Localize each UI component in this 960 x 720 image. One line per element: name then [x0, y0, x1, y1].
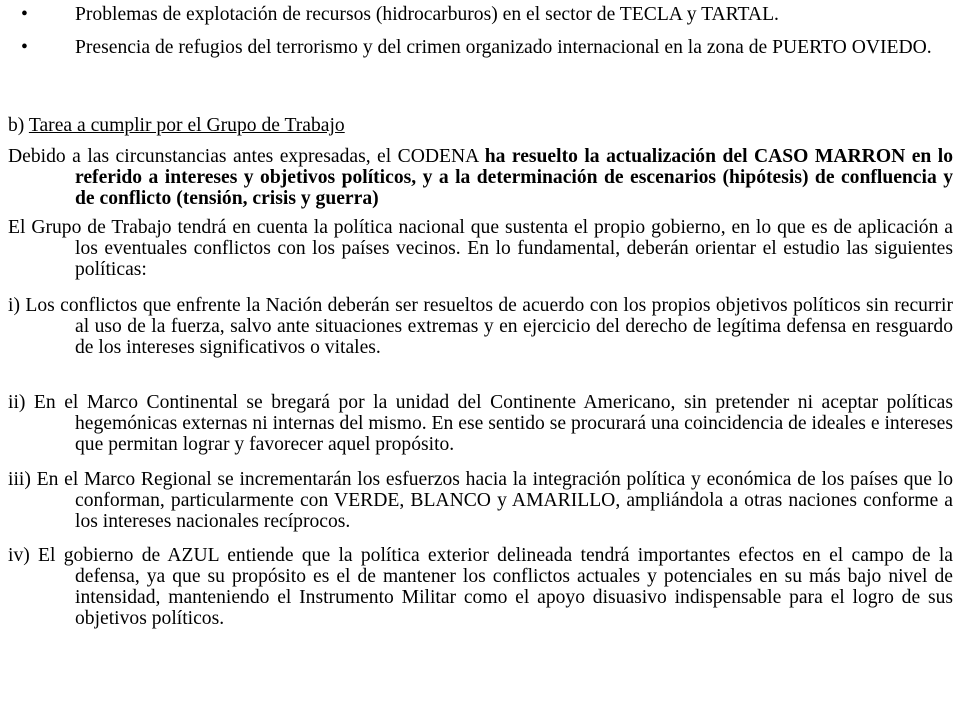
bullet-item-resources	[8, 4, 948, 25]
section-b-prefix: b)	[8, 115, 29, 136]
policy-iii: iii) En el Marco Regional se incrementarán los esfuerzos hacia la integración política y económica de los países que lo conforman, particularmente con VERDE, BLANCO y AMARILLO, ampliándola a otras naciones conforme a los intereses nacionales recíprocos.	[8, 469, 953, 532]
policy-i: i) Los conflictos que enfrente la Nación deberán ser resueltos de acuerdo con los propios objetivos políticos sin recurrir al uso de la fuerza, salvo ante situaciones extremas y en ejercicio del derecho de legítima defensa en resguardo de los intereses significativos o vitales.	[8, 295, 953, 358]
bullet-icon: •	[21, 37, 28, 58]
policy-ii: ii) En el Marco Continental se bregará por la unidad del Continente Americano, sin pretender ni aceptar políticas hegemónicas externas ni internas del mismo. En ese sentido se procurará una coincidencia de ideales e intereses que permitan lograr y favorecer aquel propósito.	[8, 392, 953, 455]
paragraph-grupo: El Grupo de Trabajo tendrá en cuenta la política nacional que sustenta el propio gobierno, en lo que es de aplicación a los eventuales conflictos con los países vecinos. En lo fundamental, deberán orientar el estudio las siguientes políticas:	[8, 217, 953, 280]
section-b-heading	[8, 115, 948, 136]
bullet-item-refuges	[8, 37, 948, 58]
section-b-title: Tarea a cumplir por el Grupo de Trabajo	[28, 115, 345, 136]
policy-iv: iv) El gobierno de AZUL entiende que la política exterior delineada tendrá importantes efectos en el campo de la defensa, ya que su propósito es el de mantener los conflictos actuales y potenciales en su más bajo nivel de intensidad, manteniendo el Instrumento Militar como el apoyo disuasivo indispensable para el logro de sus objetivos políticos.	[8, 545, 953, 629]
bullet-text: Presencia de refugios del terrorismo y del crimen organizado internacional en la zona de PUERTO OVIEDO.	[75, 37, 932, 58]
paragraph-debido-bold: ha resuelto la actualización del CASO MARRON en lo referido a intereses y objetivos políticos, y a la determinación de escenarios (hipótesis) de confluencia y de conflicto (tensión, crisis y guerra)	[75, 146, 953, 209]
bullet-icon: •	[21, 4, 28, 25]
bullet-text: Problemas de explotación de recursos (hidrocarburos) en el sector de TECLA y TARTAL.	[75, 4, 779, 25]
paragraph-debido-normal: Debido a las circunstancias antes expresadas, el CODENA	[8, 146, 485, 167]
paragraph-debido	[8, 146, 953, 209]
